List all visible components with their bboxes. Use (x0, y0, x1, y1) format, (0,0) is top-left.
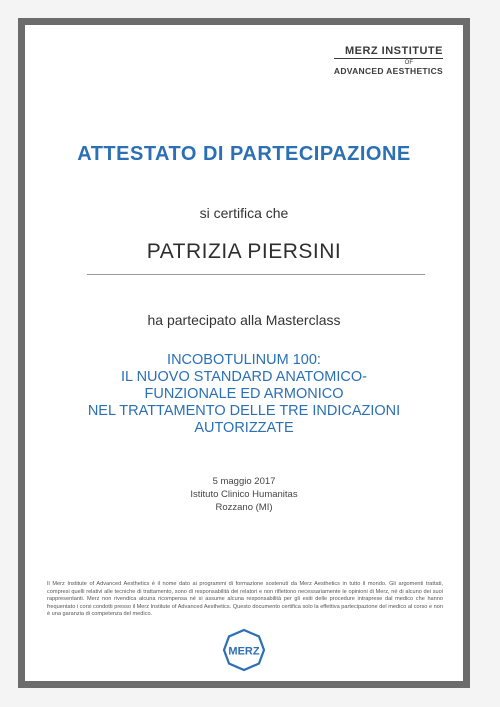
logo-line-3: ADVANCED AESTHETICS (333, 66, 443, 76)
course-line: NEL TRATTAMENTO DELLE TRE INDICAZIONI (87, 403, 401, 419)
merz-logo-text: MERZ (228, 645, 260, 658)
logo-line-2: OF (404, 60, 413, 66)
merz-institute-logo (334, 45, 443, 76)
event-date: 5 maggio 2017 (212, 476, 276, 487)
disclaimer-text: Il Merz Institute of Advanced Aesthetics è il nome dato ai programmi di formazione sostenuti da Merz Aesthetics in tutto il mondo. Gli argomenti trattati, compresi quelli relativi alle tecniche di trattamento, sono di responsabilità dei relatori e non riflettono necessariamente le opinioni di Merz, né di alcuno dei suoi rappresentanti. Merz non rivendica alcuna ricompensa né si assume alcuna responsabilità per gli esiti delle procedure intraprese dal medico che hanno frequentato i corsi condotti presso il Merz Institute of Advanced Aesthetics. Questo documento certifica solo la effettiva partecipazione del medico al corso e non è una garanzia di competenza del medico. (47, 581, 443, 617)
merz-logo (222, 628, 266, 677)
course-title (45, 352, 443, 437)
logo-line-1: MERZ INSTITUTE (344, 45, 443, 57)
event-details (25, 475, 463, 514)
certificate-title: ATTESTATO DI PARTECIPAZIONE (77, 143, 411, 165)
participated-text: ha partecipato alla Masterclass (147, 312, 341, 328)
participant-name: PATRIZIA PIERSINI (146, 240, 342, 263)
name-underline (87, 274, 425, 275)
logo-rule (334, 58, 443, 59)
course-line: AUTORIZZATE (194, 420, 294, 436)
certifies-text: si certifica che (199, 205, 289, 221)
course-line: FUNZIONALE ED ARMONICO (144, 386, 344, 402)
certificate-frame (18, 18, 470, 688)
course-line: IL NUOVO STANDARD ANATOMICO- (121, 369, 367, 385)
event-city: Rozzano (MI) (215, 502, 273, 513)
event-venue: Istituto Clinico Humanitas (190, 489, 298, 500)
course-line: INCOBOTULINUM 100: (167, 352, 321, 368)
